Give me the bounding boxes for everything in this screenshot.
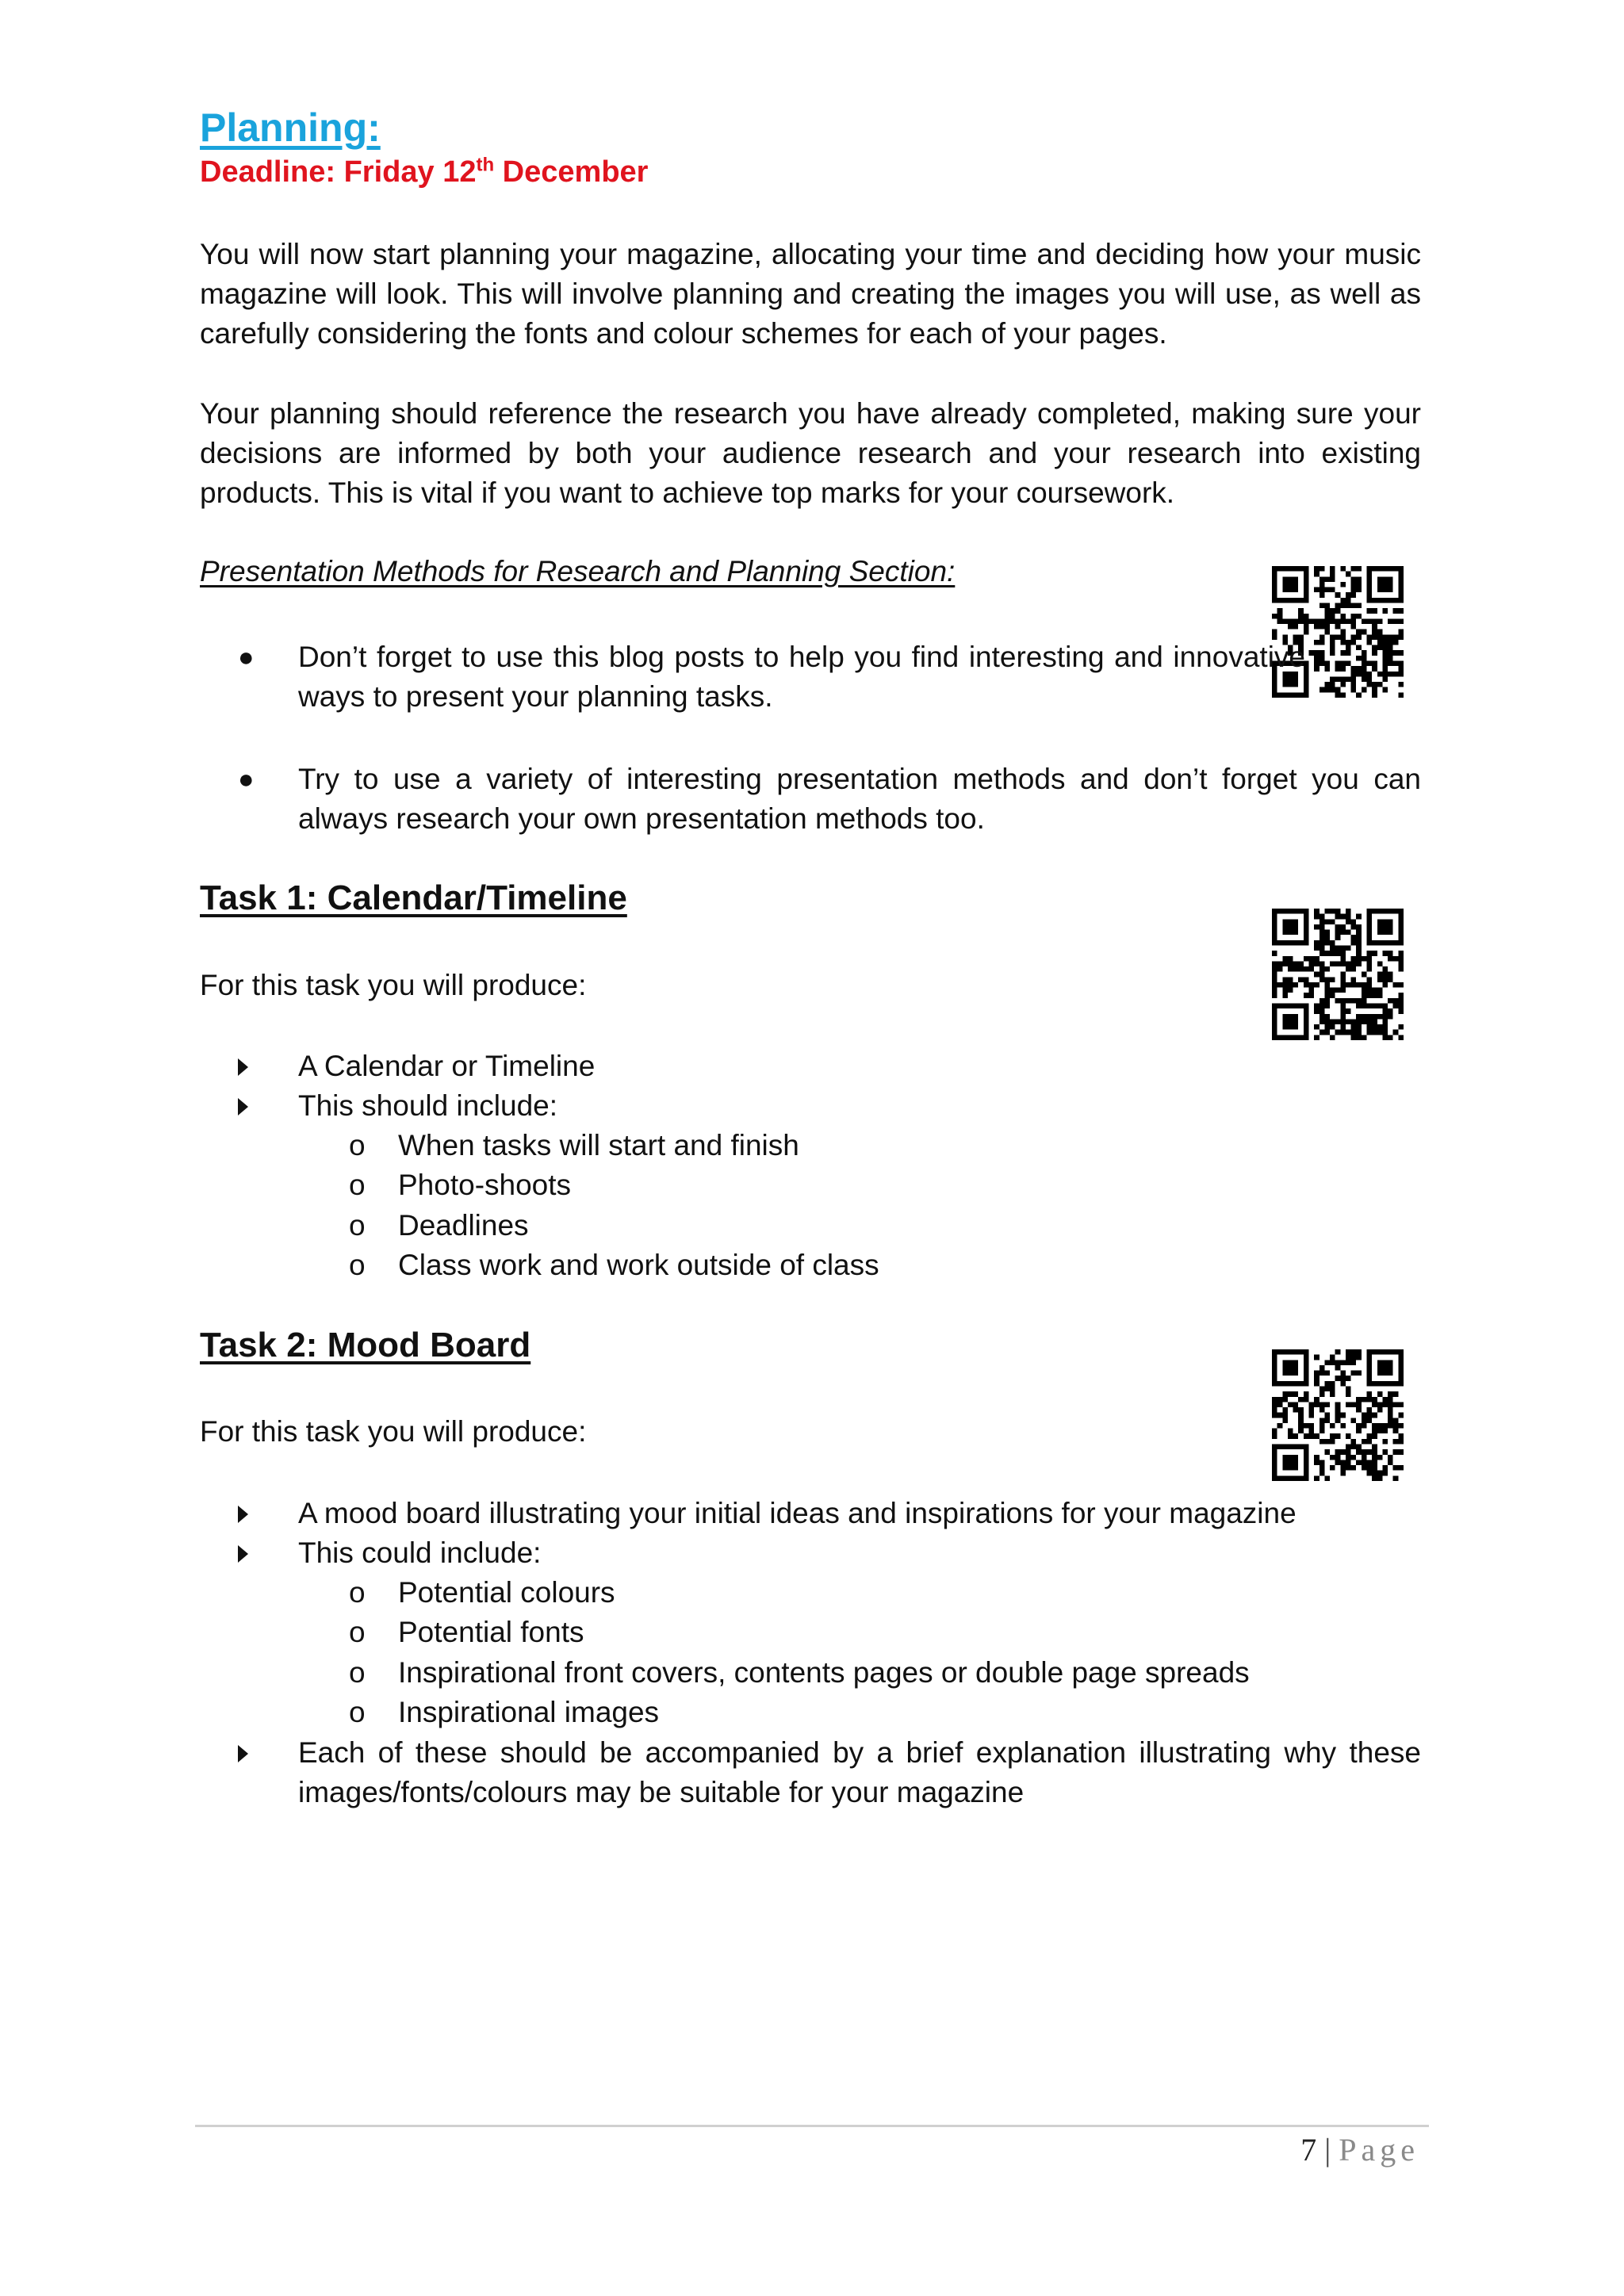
task2-item-2-text: This could include: — [298, 1536, 542, 1569]
deadline-superscript: th — [476, 154, 495, 176]
qr-code-icon[interactable] — [1272, 909, 1404, 1040]
task1-subitem-text: Deadlines — [398, 1209, 529, 1242]
footer-divider — [195, 2125, 1429, 2127]
circle-bullet-icon: o — [349, 1576, 366, 1609]
arrow-bullet-icon — [238, 1047, 270, 1086]
circle-bullet-icon: o — [349, 1656, 366, 1689]
deadline-suffix: December — [494, 155, 649, 189]
deadline-line — [200, 155, 648, 189]
task2-subitem-text: Inspirational images — [398, 1696, 660, 1728]
circle-bullet-icon: o — [349, 1129, 366, 1161]
arrow-bullet-icon — [238, 1086, 270, 1126]
task1-item-2-text: This should include: — [298, 1089, 558, 1122]
arrow-bullet-icon — [238, 1494, 270, 1533]
page-title: Planning: — [200, 105, 381, 150]
task2-subitem-text: Inspirational front covers, contents pages or double page spreads — [398, 1656, 1250, 1689]
circle-bullet-icon: o — [349, 1169, 366, 1201]
intro-paragraph-2: Your planning should reference the research you have already completed, making sure your decisions are informed by both your audience research and your research into existing products. This is vital if you want to achieve top marks for your coursework. — [200, 397, 1421, 509]
task1-item-1-text: A Calendar or Timeline — [298, 1050, 596, 1082]
presentation-bullet-2-text: Try to use a variety of interesting presentation methods and don’t forget you can always research your own presentation methods too. — [298, 763, 1421, 835]
task2-subitem-text: Potential colours — [398, 1576, 615, 1609]
task2-item-1-text: A mood board illustrating your initial ideas and inspirations for your magazine — [298, 1497, 1297, 1529]
bullet-dot-icon: ● — [238, 642, 255, 672]
task1-produce-text: For this task you will produce: — [200, 969, 587, 1001]
presentation-heading: Presentation Methods for Research and Planning Section: — [200, 555, 956, 587]
task2-item-3-text: Each of these should be accompanied by a brief explanation illustrating why these images/fonts/colours may be suitable for your magazine — [298, 1736, 1421, 1808]
task2-heading: Task 2: Mood Board — [200, 1326, 531, 1364]
circle-bullet-icon: o — [349, 1696, 366, 1728]
circle-bullet-icon: o — [349, 1249, 366, 1281]
qr-code-graphic — [1272, 1349, 1404, 1481]
page-separator: | — [1324, 2132, 1331, 2168]
page-number: 7 — [1300, 2132, 1317, 2168]
page-number-footer — [1285, 2131, 1419, 2168]
task1-subitem-text: Class work and work outside of class — [398, 1249, 879, 1281]
qr-code-icon[interactable] — [1272, 1349, 1404, 1481]
intro-paragraph-1: You will now start planning your magazine, allocating your time and deciding how your music magazine will look. This will involve planning and creating the images you will use, as well as carefully considering the fonts and colour schemes for each of your pages. — [200, 238, 1421, 350]
task1-subitem-text: Photo-shoots — [398, 1169, 572, 1201]
task2-subitem-text: Potential fonts — [398, 1616, 584, 1648]
arrow-bullet-icon — [238, 1733, 270, 1773]
circle-bullet-icon: o — [349, 1209, 366, 1242]
deadline-prefix: Deadline: Friday 12 — [200, 155, 477, 189]
bullet-dot-icon: ● — [238, 764, 255, 794]
presentation-bullet-1-text: Don’t forget to use this blog posts to help you find interesting and innovative ways to present your planning tasks. — [298, 641, 1305, 713]
page-label: Page — [1339, 2132, 1419, 2168]
task1-heading: Task 1: Calendar/Timeline — [200, 878, 627, 917]
task1-subitem-text: When tasks will start and finish — [398, 1129, 799, 1161]
task2-produce-text: For this task you will produce: — [200, 1415, 587, 1448]
qr-code-graphic — [1272, 909, 1404, 1040]
arrow-bullet-icon — [238, 1533, 270, 1573]
circle-bullet-icon: o — [349, 1616, 366, 1648]
